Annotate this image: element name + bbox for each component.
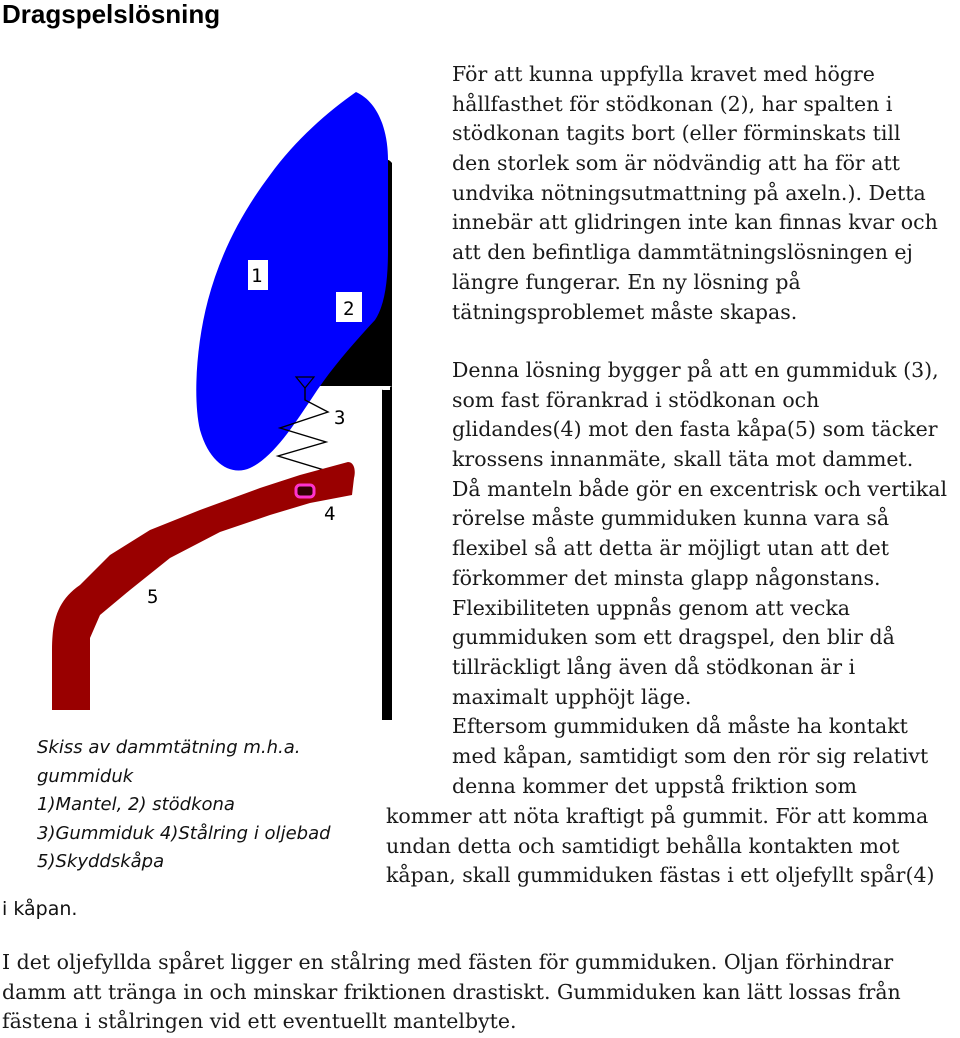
text-line: stödkonan tagits bort (eller förminskats till: [452, 121, 901, 146]
text-line: I det oljefyllda spåret ligger en stålring med fästen för gummiduken. Oljan förhindrar: [2, 950, 894, 974]
text-line: undan detta och samtidigt behålla kontakten mot: [386, 833, 900, 858]
text-line: innebär att glidringen inte kan finnas kvar och: [452, 210, 938, 235]
final-paragraph: [2, 948, 901, 1037]
text-line: krossens innanmäte, skall täta mot dammet.: [452, 447, 914, 472]
label-stodkona: 2: [343, 298, 355, 320]
text-line: den storlek som är nödvändig att ha för att: [452, 151, 900, 176]
page-title: Dragspelslösning: [2, 0, 221, 29]
text-line: För att kunna uppfylla kravet med högre: [452, 62, 875, 86]
mantel-shape: [196, 92, 388, 470]
shaft-gap: [383, 386, 390, 390]
text-line: Då manteln både gör en excentrisk och vertikal: [452, 476, 948, 501]
text-line: som fast förankrad i stödkonan och: [452, 387, 820, 412]
text-line: Flexibiliteten uppnås genom att vecka: [452, 595, 850, 620]
text-line: Eftersom gummiduken då måste ha kontakt: [452, 714, 908, 739]
stalring-shape: [296, 485, 314, 497]
text-line: Denna lösning bygger på att en gummiduk (3),: [452, 358, 939, 382]
solution-paragraph: [452, 356, 947, 801]
text-line: längre fungerar. En ny lösning på: [452, 269, 801, 294]
text-line: undvika nötningsutmattning på axeln.). Detta: [452, 180, 926, 205]
text-line: kommer att nöta kraftigt på gummit. För att komma: [386, 804, 929, 828]
text-line: med kåpan, samtidigt som den rör sig relativt: [452, 743, 929, 768]
text-line: att den befintliga dammtätningslösningen ej: [452, 240, 913, 265]
text-line: kåpan, skall gummiduken fästas i ett oljefyllt spår(4): [386, 863, 935, 888]
text-line: maximalt upphöjt läge.: [452, 684, 692, 709]
label-gummiduk: 3: [334, 407, 346, 429]
label-mantel: 1: [251, 265, 263, 287]
text-line: förkommer det minsta glapp någonstans.: [452, 565, 881, 590]
caption-line: 5)Skyddskåpa: [37, 851, 165, 872]
text-line: gummiduken som ett dragspel, den blir då: [452, 625, 895, 650]
text-line: rörelse måste gummiduken kunna vara så: [452, 506, 890, 531]
text-line: hållfasthet för stödkonan (2), har spalten i: [452, 91, 893, 116]
intro-paragraph: [452, 60, 938, 327]
label-stalring: 4: [324, 503, 336, 525]
text-line: denna kommer det uppstå friktion som: [452, 773, 857, 798]
skyddskapa-shape: [52, 462, 355, 710]
wide-paragraph: [386, 802, 935, 891]
text-line: tätningsproblemet måste skapas.: [452, 299, 798, 324]
text-line: damm att tränga in och minskar friktionen drastiskt. Gummiduken kan lätt lossas från: [2, 979, 901, 1004]
text-line: flexibel så att detta är möjligt utan att det: [452, 536, 889, 561]
caption-line: gummiduk: [37, 765, 134, 787]
caption-line: Skiss av dammtätning m.h.a.: [37, 737, 301, 758]
label-skyddskapa: 5: [147, 586, 159, 608]
caption-line: 3)Gummiduk 4)Stålring i oljebad: [37, 822, 331, 844]
shaft-line: [382, 386, 392, 720]
text-line: tillräckligt lång även då stödkonan är i: [452, 654, 856, 679]
sketch-caption: [37, 734, 331, 877]
caption-line: 1)Mantel, 2) stödkona: [37, 794, 235, 815]
caption-tail: i kåpan.: [2, 898, 78, 920]
text-line: fästena i stålringen vid ett eventuellt mantelbyte.: [2, 1009, 517, 1034]
text-line: glidandes(4) mot den fasta kåpa(5) som täcker: [452, 417, 938, 442]
